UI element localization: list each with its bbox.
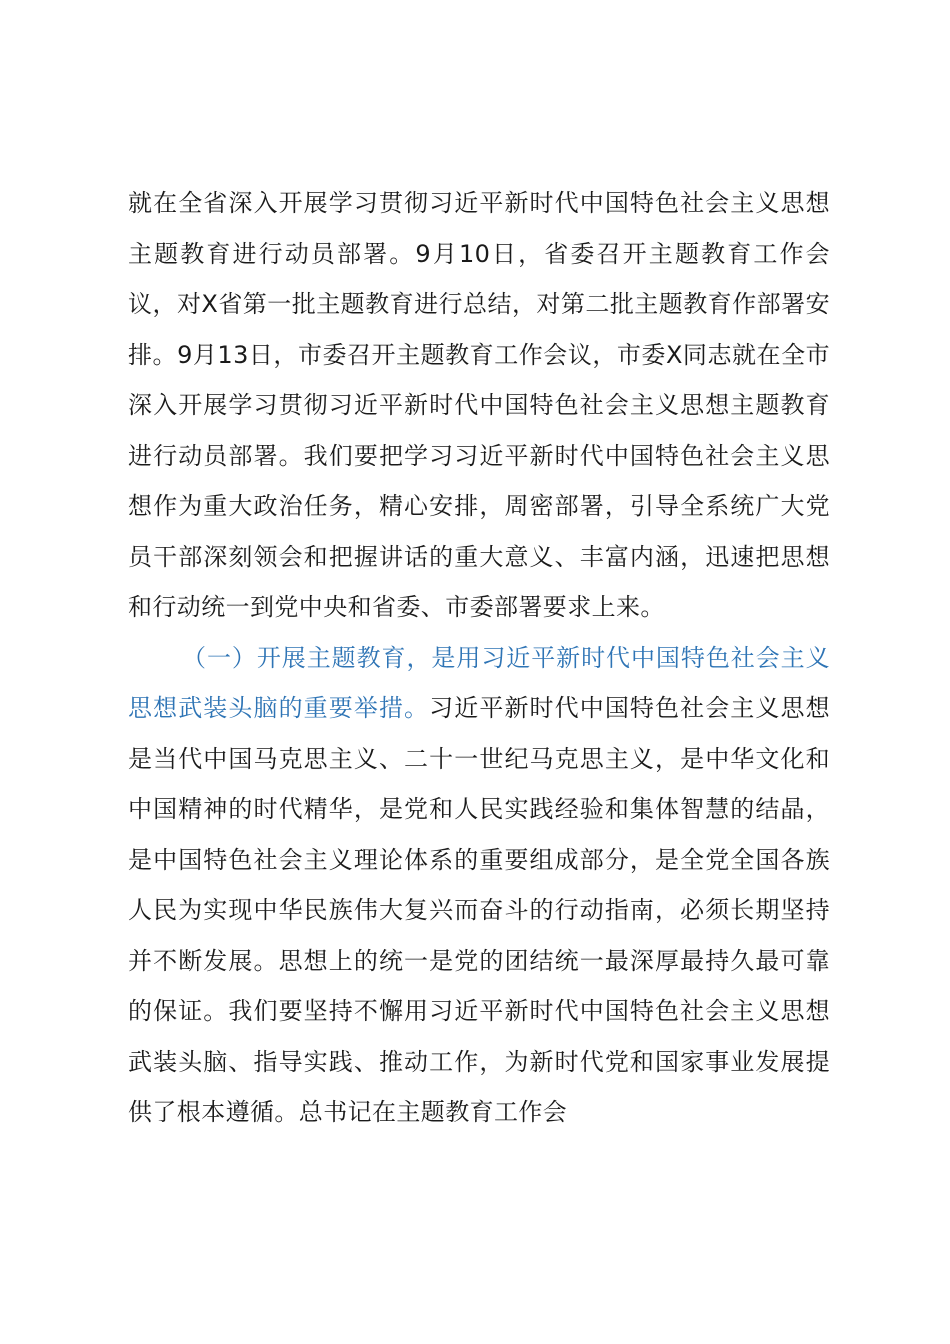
paragraph-2 — [128, 633, 830, 1138]
paragraph-1: 就在全省深入开展学习贯彻习近平新时代中国特色社会主义思想主题教育进行动员部署。9月10日，省委召开主题教育工作会议，对X省第一批主题教育进行总结，对第二批主题教育作部署安排。9月13日，市委召开主题教育工作会议，市委X同志就在全市深入开展学习贯彻习近平新时代中国特色社会主义思想主题教育进行动员部署。我们要把学习习近平新时代中国特色社会主义思想作为重大政治任务，精心安排，周密部署，引导全系统广大党员干部深刻领会和把握讲话的重大意义、丰富内涵，迅速把思想和行动统一到党中央和省委、市委部署要求上来。 — [128, 189, 830, 621]
document-body — [128, 178, 830, 1138]
section-heading: （一）开展主题教育，是用习近平新时代中国特色社会主义思想武装头脑的重要举措。 — [128, 643, 830, 722]
paragraph-2-body: 习近平新时代中国特色社会主义思想是当代中国马克思主义、二十一世纪马克思主义，是中华文化和中国精神的时代精华，是党和人民实践经验和集体智慧的结晶，是中国特色社会主义理论体系的重要组成部分，是全党全国各族人民为实现中华民族伟大复兴而奋斗的行动指南，必须长期坚持并不断发展。思想上的统一是党的团结统一最深厚最持久最可靠的保证。我们要坚持不懈用习近平新时代中国特色社会主义思想武装头脑、指导实践、推动工作，为新时代党和国家事业发展提供了根本遵循。总书记在主题教育工作会 — [128, 694, 830, 1126]
